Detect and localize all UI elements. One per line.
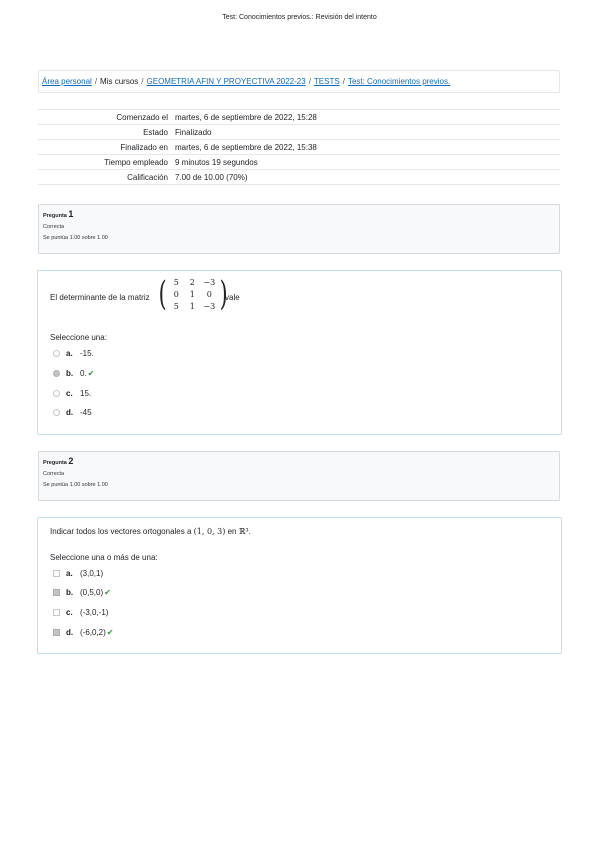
breadcrumb-mis-cursos: Mis cursos xyxy=(100,77,139,86)
summary-label: Tiempo empleado xyxy=(38,155,175,170)
option-text: (3,0,1) xyxy=(80,568,104,578)
option-a[interactable] xyxy=(53,347,94,359)
question-2-info xyxy=(38,451,560,501)
question-state: Correcta xyxy=(43,471,65,477)
question-number: Pregunta 1 xyxy=(43,209,74,219)
summary-value: 9 minutos 19 segundos xyxy=(175,155,560,170)
option-letter: a. xyxy=(66,348,73,358)
page-header: Test: Conocimientos previos.: Revisión del intento xyxy=(222,14,377,21)
summary-value: Finalizado xyxy=(175,125,560,140)
matrix-cell: −3 xyxy=(203,301,216,311)
checkbox[interactable] xyxy=(53,570,60,577)
option-b[interactable] xyxy=(53,367,94,379)
summary-label: Estado xyxy=(38,125,175,140)
breadcrumb-tests[interactable]: TESTS xyxy=(313,77,340,86)
radio-button[interactable] xyxy=(53,409,60,416)
radio-button-selected[interactable] xyxy=(53,370,60,377)
option-letter: d. xyxy=(66,407,74,417)
option-text: (0,5,0) xyxy=(80,587,104,597)
check-icon: ✔ xyxy=(104,587,111,597)
space-math: ℝ³ xyxy=(238,527,249,536)
summary-value: martes, 6 de septiembre de 2022, 15:38 xyxy=(175,140,560,155)
question-state: Correcta xyxy=(43,224,65,230)
answer-prompt: Seleccione una: xyxy=(50,333,107,342)
summary-value: martes, 6 de septiembre de 2022, 15:28 xyxy=(175,110,560,125)
breadcrumb-quiz[interactable]: Test: Conocimientos previos. xyxy=(347,77,451,86)
matrix-grid xyxy=(169,278,217,311)
question-1-content xyxy=(37,270,562,435)
breadcrumb xyxy=(38,70,560,93)
option-text: -45 xyxy=(80,407,92,417)
option-text: 15. xyxy=(80,388,92,398)
question-1-info xyxy=(38,204,560,254)
option-text: (-6,0,2) xyxy=(80,627,106,637)
option-b[interactable] xyxy=(53,586,111,598)
summary-row-started xyxy=(38,110,560,125)
option-text: (-3,0,-1) xyxy=(80,607,109,617)
breadcrumb-course[interactable]: GEOMETRIA AFIN Y PROYECTIVA 2022-23 xyxy=(146,77,306,86)
question-text: El determinante de la matriz xyxy=(50,293,150,302)
matrix-cell: 0 xyxy=(206,289,212,299)
matrix-cell: 1 xyxy=(189,301,195,311)
matrix-cell: 2 xyxy=(189,277,195,287)
question-number: Pregunta 2 xyxy=(43,456,74,466)
check-icon: ✔ xyxy=(106,627,114,637)
option-a[interactable] xyxy=(53,567,103,579)
summary-label: Finalizado en xyxy=(38,140,175,155)
summary-row-finished xyxy=(38,140,560,155)
matrix xyxy=(156,274,231,314)
matrix-cell: 1 xyxy=(189,289,195,299)
right-paren: ) xyxy=(219,274,228,314)
answer-prompt: Seleccione una o más de una: xyxy=(50,553,158,562)
radio-button[interactable] xyxy=(53,390,60,397)
option-letter: b. xyxy=(66,368,74,378)
question-grade: Se puntúa 1.00 sobre 1.00 xyxy=(43,235,108,241)
question-grade: Se puntúa 1.00 sobre 1.00 xyxy=(43,482,108,488)
matrix-cell: 5 xyxy=(173,301,179,311)
question-2-content xyxy=(37,517,562,654)
vector-math: (1, 0, 3) xyxy=(193,527,226,536)
option-letter: a. xyxy=(66,568,73,578)
summary-row-grade xyxy=(38,170,560,185)
breadcrumb-separator: / xyxy=(94,77,98,86)
option-c[interactable] xyxy=(53,606,108,618)
checkbox-checked[interactable] xyxy=(53,589,60,596)
left-paren: ( xyxy=(158,274,167,314)
check-icon: ✔ xyxy=(87,368,95,378)
summary-label: Calificación xyxy=(38,170,175,185)
option-letter: c. xyxy=(66,607,73,617)
matrix-cell: −3 xyxy=(203,277,216,287)
breadcrumb-separator: / xyxy=(141,77,144,86)
option-letter: b. xyxy=(66,587,74,597)
question-text-suffix: vale xyxy=(225,293,240,302)
option-d[interactable] xyxy=(53,406,92,418)
breadcrumb-separator: / xyxy=(308,77,311,86)
option-c[interactable] xyxy=(53,387,91,399)
summary-value: 7.00 de 10.00 (70%) xyxy=(175,170,560,185)
matrix-cell: 0 xyxy=(173,289,179,299)
option-text: 0. xyxy=(80,368,87,378)
summary-row-time-taken xyxy=(38,155,560,170)
breadcrumb-separator: / xyxy=(342,77,345,86)
checkbox-checked[interactable] xyxy=(53,629,60,636)
option-d[interactable] xyxy=(53,626,114,638)
option-text: -15. xyxy=(80,348,94,358)
option-letter: d. xyxy=(66,627,74,637)
radio-button[interactable] xyxy=(53,350,60,357)
option-letter: c. xyxy=(66,388,73,398)
checkbox[interactable] xyxy=(53,609,60,616)
attempt-summary-table xyxy=(38,109,560,185)
breadcrumb-area-personal[interactable]: Área personal xyxy=(42,77,92,86)
question-text: Indicar todos los vectores ortogonales a (1, 0, 3) en ℝ³. xyxy=(50,527,251,536)
matrix-cell: 5 xyxy=(173,277,179,287)
summary-label: Comenzado el xyxy=(38,110,175,125)
summary-row-state xyxy=(38,125,560,140)
